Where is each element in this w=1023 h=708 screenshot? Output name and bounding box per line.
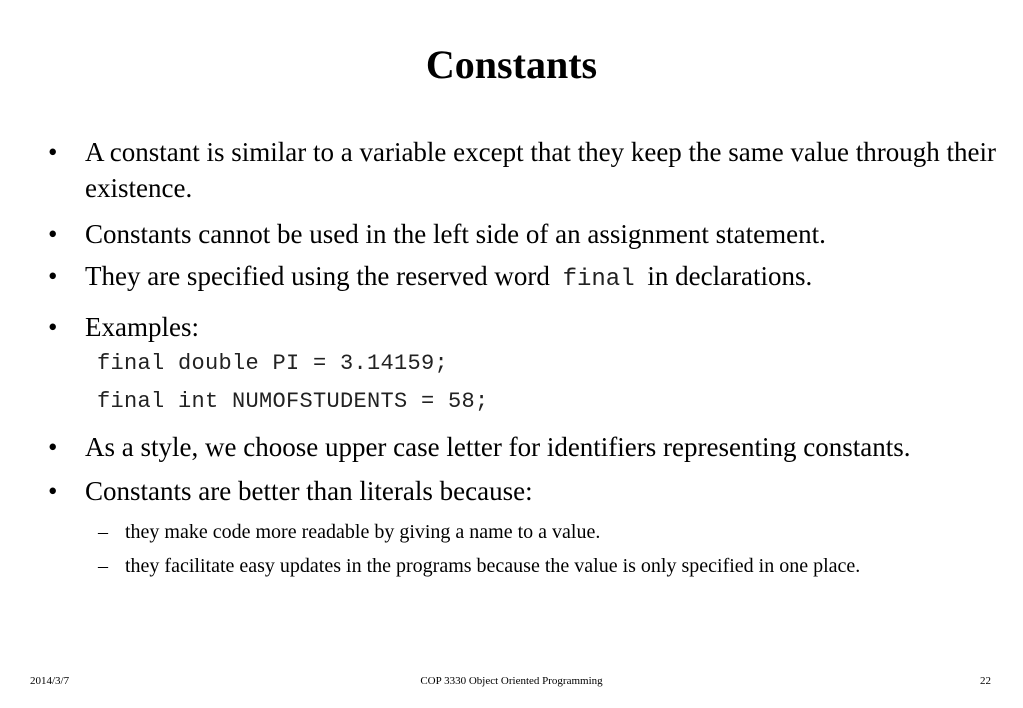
code-example: final int NUMOFSTUDENTS = 58; bbox=[97, 389, 489, 414]
bullet-item bbox=[48, 309, 998, 345]
bullet-marker: • bbox=[48, 137, 58, 167]
sub-bullet-item bbox=[48, 515, 998, 549]
bullet-text: in declarations. bbox=[647, 261, 813, 291]
bullet-item bbox=[48, 429, 998, 465]
bullet-marker: • bbox=[48, 261, 58, 291]
slide-title: Constants bbox=[425, 42, 598, 87]
sub-bullet-marker: – bbox=[98, 521, 108, 543]
bullet-text: Constants are better than literals because: bbox=[85, 476, 533, 506]
bullet-item bbox=[48, 258, 998, 298]
bullet-text: As a style, we choose upper case letter for identifiers representing constants. bbox=[85, 432, 911, 462]
bullet-item bbox=[48, 473, 998, 509]
sub-bullet-item bbox=[48, 549, 998, 583]
footer-course: COP 3330 Object Oriented Programming bbox=[420, 675, 603, 687]
bullet-text: They are specified using the reserved word bbox=[85, 261, 550, 291]
bullet-marker: • bbox=[48, 219, 58, 249]
bullet-marker: • bbox=[48, 432, 58, 462]
footer-page-number: 22 bbox=[980, 675, 991, 687]
bullet-item bbox=[48, 216, 998, 252]
bullet-marker: • bbox=[48, 476, 58, 506]
keyword-final: final bbox=[562, 266, 635, 293]
slide-content bbox=[48, 134, 998, 583]
bullet-text: Constants cannot be used in the left side of an assignment statement. bbox=[85, 219, 826, 249]
bullet-text: A constant is similar to a variable except that they keep the same value through their existence. bbox=[85, 137, 996, 203]
code-example: final double PI = 3.14159; bbox=[97, 351, 449, 376]
bullet-item bbox=[48, 134, 998, 206]
sub-bullet-text: they make code more readable by giving a name to a value. bbox=[125, 521, 601, 543]
sub-bullet-marker: – bbox=[98, 555, 108, 577]
bullet-marker: • bbox=[48, 312, 58, 342]
sub-bullet-text: they facilitate easy updates in the programs because the value is only specified in one place. bbox=[125, 555, 861, 577]
footer-date: 2014/3/7 bbox=[30, 675, 70, 687]
bullet-text: Examples: bbox=[85, 312, 199, 342]
